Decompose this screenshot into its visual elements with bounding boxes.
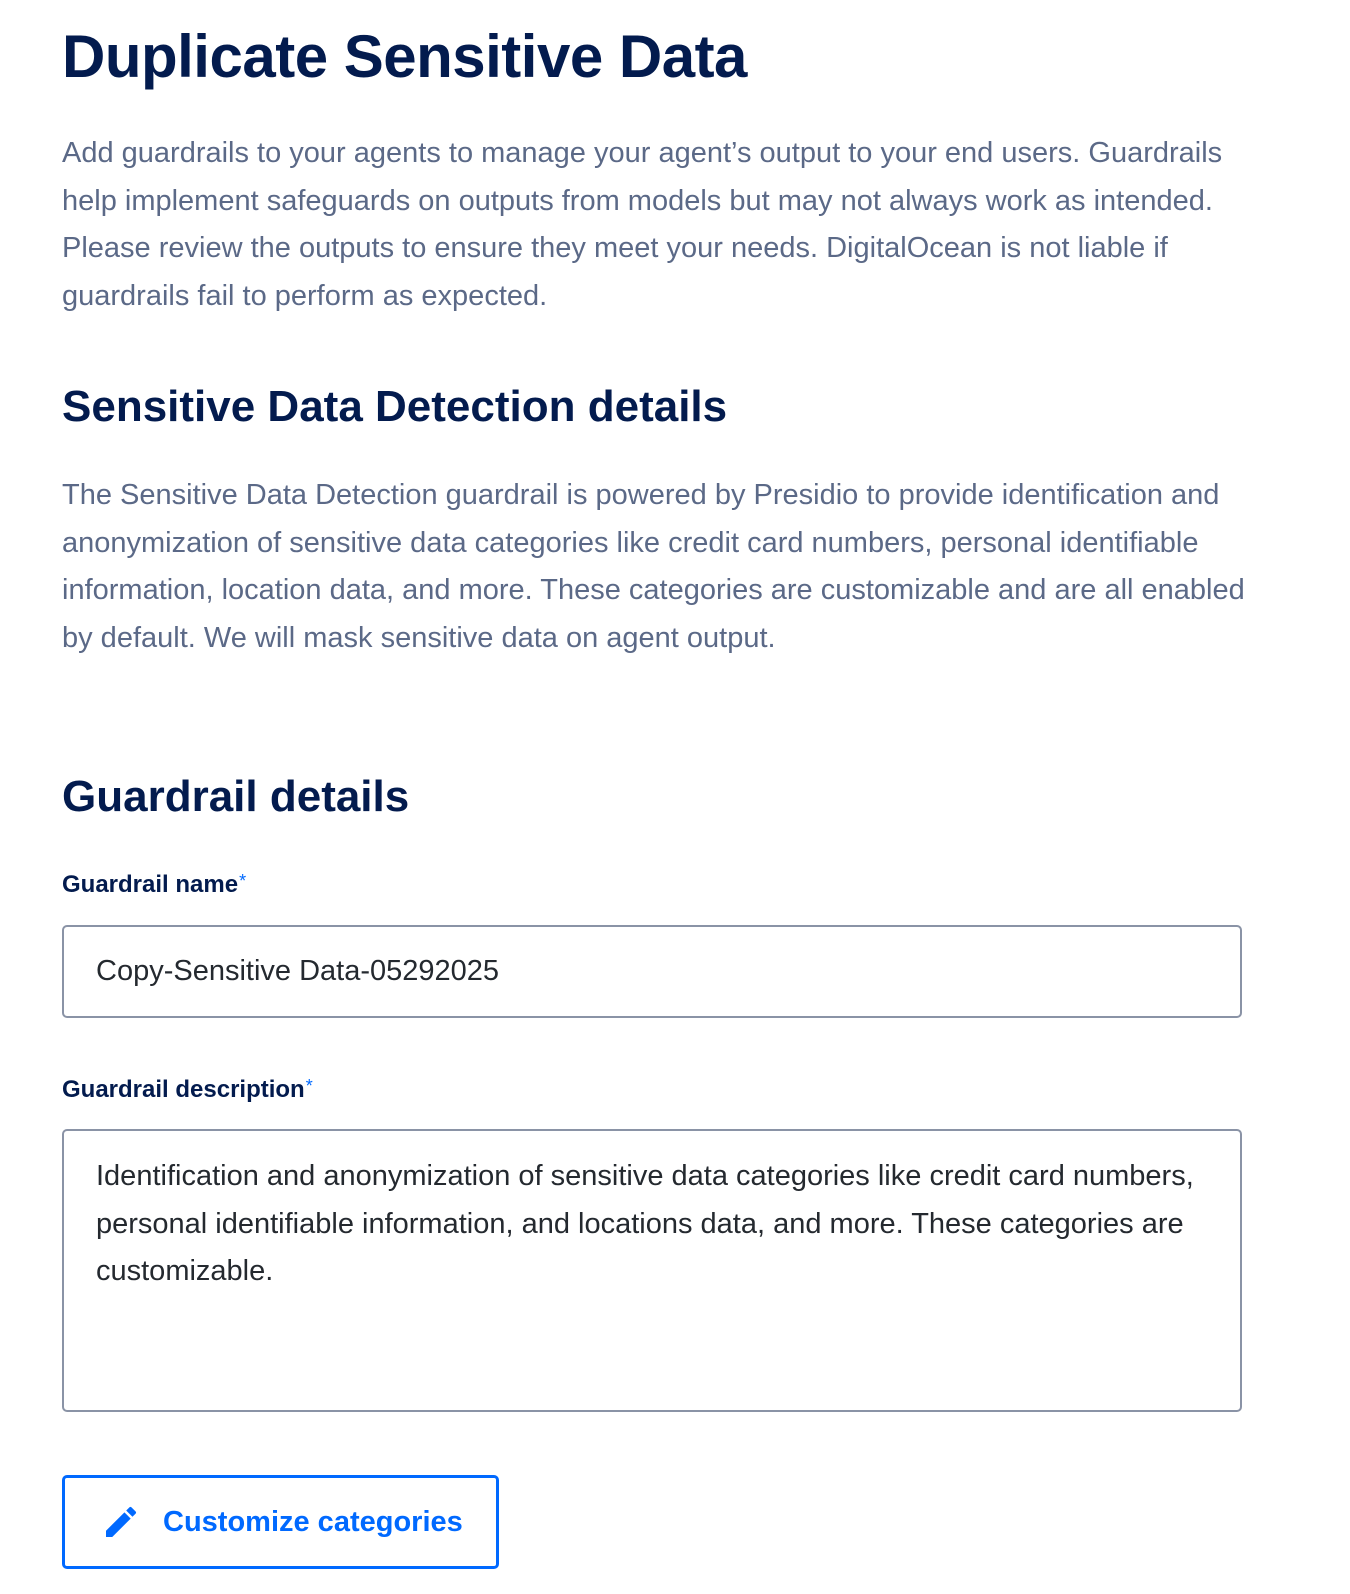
- guardrail-details-title: Guardrail details: [62, 772, 410, 821]
- guardrail-description-input[interactable]: [62, 1129, 1242, 1412]
- guardrail-name-label: [62, 871, 246, 899]
- customize-categories-label: Customize categories: [163, 1505, 463, 1538]
- required-marker: *: [239, 871, 247, 891]
- guardrail-description-label: [62, 1076, 313, 1104]
- guardrail-name-label-text: Guardrail name: [62, 871, 239, 898]
- customize-categories-button[interactable]: [62, 1475, 499, 1569]
- guardrail-name-input[interactable]: [62, 925, 1242, 1018]
- page-title: Duplicate Sensitive Data: [62, 23, 747, 90]
- sdd-section-title: Sensitive Data Detection details: [62, 382, 728, 431]
- guardrail-description-label-text: Guardrail description: [62, 1076, 305, 1103]
- required-marker: *: [305, 1076, 313, 1096]
- pencil-icon: [101, 1502, 141, 1542]
- page-intro: Add guardrails to your agents to manage your agent’s output to your end users. Guardrails help implement safeguards on outputs from models but may not always work as intended. Please review the outputs to ensure they meet your needs. DigitalOcean is not liable if guardrails fail to perform as expected.: [62, 137, 1223, 312]
- sdd-section-description: The Sensitive Data Detection guardrail is powered by Presidio to provide identification and anonymization of sensitive data categories like credit card numbers, personal identifiable information, location data, and more. These categories are customizable and are all enabled by default. We will mask sensitive data on agent output.: [62, 479, 1245, 654]
